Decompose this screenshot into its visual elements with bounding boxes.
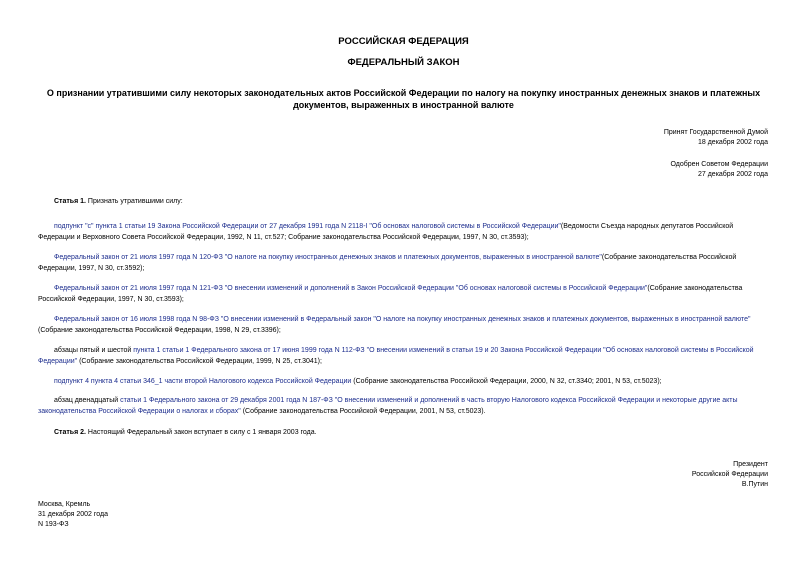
item-rest-6: (Собрание законодательства Российской Федерации, 2000, N 32, ст.3340; 2001, N 53, ст.5023); xyxy=(351,378,662,385)
article1-item-1 xyxy=(38,222,770,243)
law-link-3[interactable]: Федеральный закон от 21 июля 1997 года N 121-ФЗ "О внесении изменений и дополнений в Закон Российской Федерации "Об основах налоговой системы в Российской Федерации" xyxy=(54,285,648,292)
article1-label: Статья 1. xyxy=(54,198,86,205)
article2-text: Настоящий Федеральный закон вступает в силу с 1 января 2003 года. xyxy=(85,429,317,436)
article2 xyxy=(38,428,770,439)
item-plain-5: абзацы пятый и шестой xyxy=(54,347,134,354)
duma-label: Принят Государственной Думой xyxy=(663,129,768,136)
article2-label: Статья 2. xyxy=(54,429,86,436)
signature-block xyxy=(692,460,768,490)
article1-item-7 xyxy=(38,396,770,417)
item-rest-1: (Ведомости Съезда народных депутатов Российской Федерации и Верховного Совета Российской Федерации, 1992, N 11, ст.527; Собрание законодательства Российской Федерации, 1997, N 30, ст.3593); xyxy=(38,223,734,241)
council-approval xyxy=(670,160,768,180)
article1-text: Признать утратившими силу: xyxy=(85,198,183,205)
signature-country: Российской Федерации xyxy=(691,471,768,478)
law-link-6[interactable]: подпункт 4 пункта 4 статьи 346_1 части второй Налогового кодекса Российской Федерации xyxy=(54,378,352,385)
law-title xyxy=(40,88,767,111)
article1-item-4 xyxy=(38,315,770,336)
law-link-2[interactable]: Федеральный закон от 21 июля 1997 года N 120-ФЗ "О налоге на покупку иностранных денежных знаков и платежных документов, выраженных в иностранной валюте" xyxy=(54,254,602,261)
signing-footer xyxy=(38,500,108,530)
duma-adoption xyxy=(664,128,768,148)
country-heading: РОССИЙСКАЯ ФЕДЕРАЦИЯ xyxy=(338,36,469,47)
signature-name: В.Путин xyxy=(741,481,768,488)
article1-item-5 xyxy=(38,346,770,367)
council-date: 27 декабря 2002 года xyxy=(697,171,768,178)
item-plain-7: абзац двенадцатый xyxy=(54,397,121,404)
duma-date: 18 декабря 2002 года xyxy=(697,139,768,146)
article1-item-6 xyxy=(38,377,770,388)
law-link-7[interactable]: статьи 1 Федерального закона от 29 декабря 2001 года N 187-ФЗ "О внесении изменений и дополнений в часть вторую Налогового кодекса Российской Федерации и некоторые другие акты законодательства Российской Федерации о налогах и сборах" xyxy=(38,397,738,415)
article1-item-2 xyxy=(38,253,770,274)
law-title-line2: документов, выраженных в иностранной валюте xyxy=(293,99,514,110)
signing-date: 31 декабря 2002 года xyxy=(38,511,109,518)
signing-place: Москва, Кремль xyxy=(38,501,91,508)
doc-type-heading: ФЕДЕРАЛЬНЫЙ ЗАКОН xyxy=(347,57,460,68)
law-link-5[interactable]: пункта 1 статьи 1 Федерального закона от 17 июня 1999 года N 112-ФЗ "О внесении изменений в статьи 19 и 20 Закона Российской Федерации "Об основах налоговой системы в Российской Федерации" xyxy=(38,347,754,365)
law-title-line1: О признании утратившими силу некоторых законодательных актов Российской Федерации по налогу на покупку иностранных денежных знаков и платежных xyxy=(46,88,761,98)
item-rest-3: (Собрание законодательства Российской Федерации, 1997, N 30, ст.3593); xyxy=(38,285,743,303)
law-link-4[interactable]: Федеральный закон от 16 июля 1998 года N 98-ФЗ "О внесении изменений в Федеральный закон "О налоге на покупку иностранных денежных знаков и платежных документов, выраженных в иностранной валюте" xyxy=(54,316,751,323)
item-rest-2: (Собрание законодательства Российской Федерации, 1997, N 30, ст.3592); xyxy=(38,254,737,272)
item-rest-5: (Собрание законодательства Российской Федерации, 1999, N 25, ст.3041); xyxy=(77,357,322,365)
council-label: Одобрен Советом Федерации xyxy=(670,161,768,168)
article1-item-3 xyxy=(38,284,770,305)
item-rest-4: (Собрание законодательства Российской Федерации, 1998, N 29, ст.3396); xyxy=(38,326,281,334)
item-rest-7: (Собрание законодательства Российской Федерации, 2001, N 53, ст.5023). xyxy=(240,407,486,415)
signature-title: Президент xyxy=(733,461,768,468)
article1-heading xyxy=(38,197,770,208)
law-link-1[interactable]: подпункт "с" пункта 1 статьи 19 Закона Российской Федерации от 27 декабря 1991 года N 2118-I "Об основах налоговой системы в Российской Федерации" xyxy=(54,223,561,230)
law-number: N 193-ФЗ xyxy=(38,521,69,528)
